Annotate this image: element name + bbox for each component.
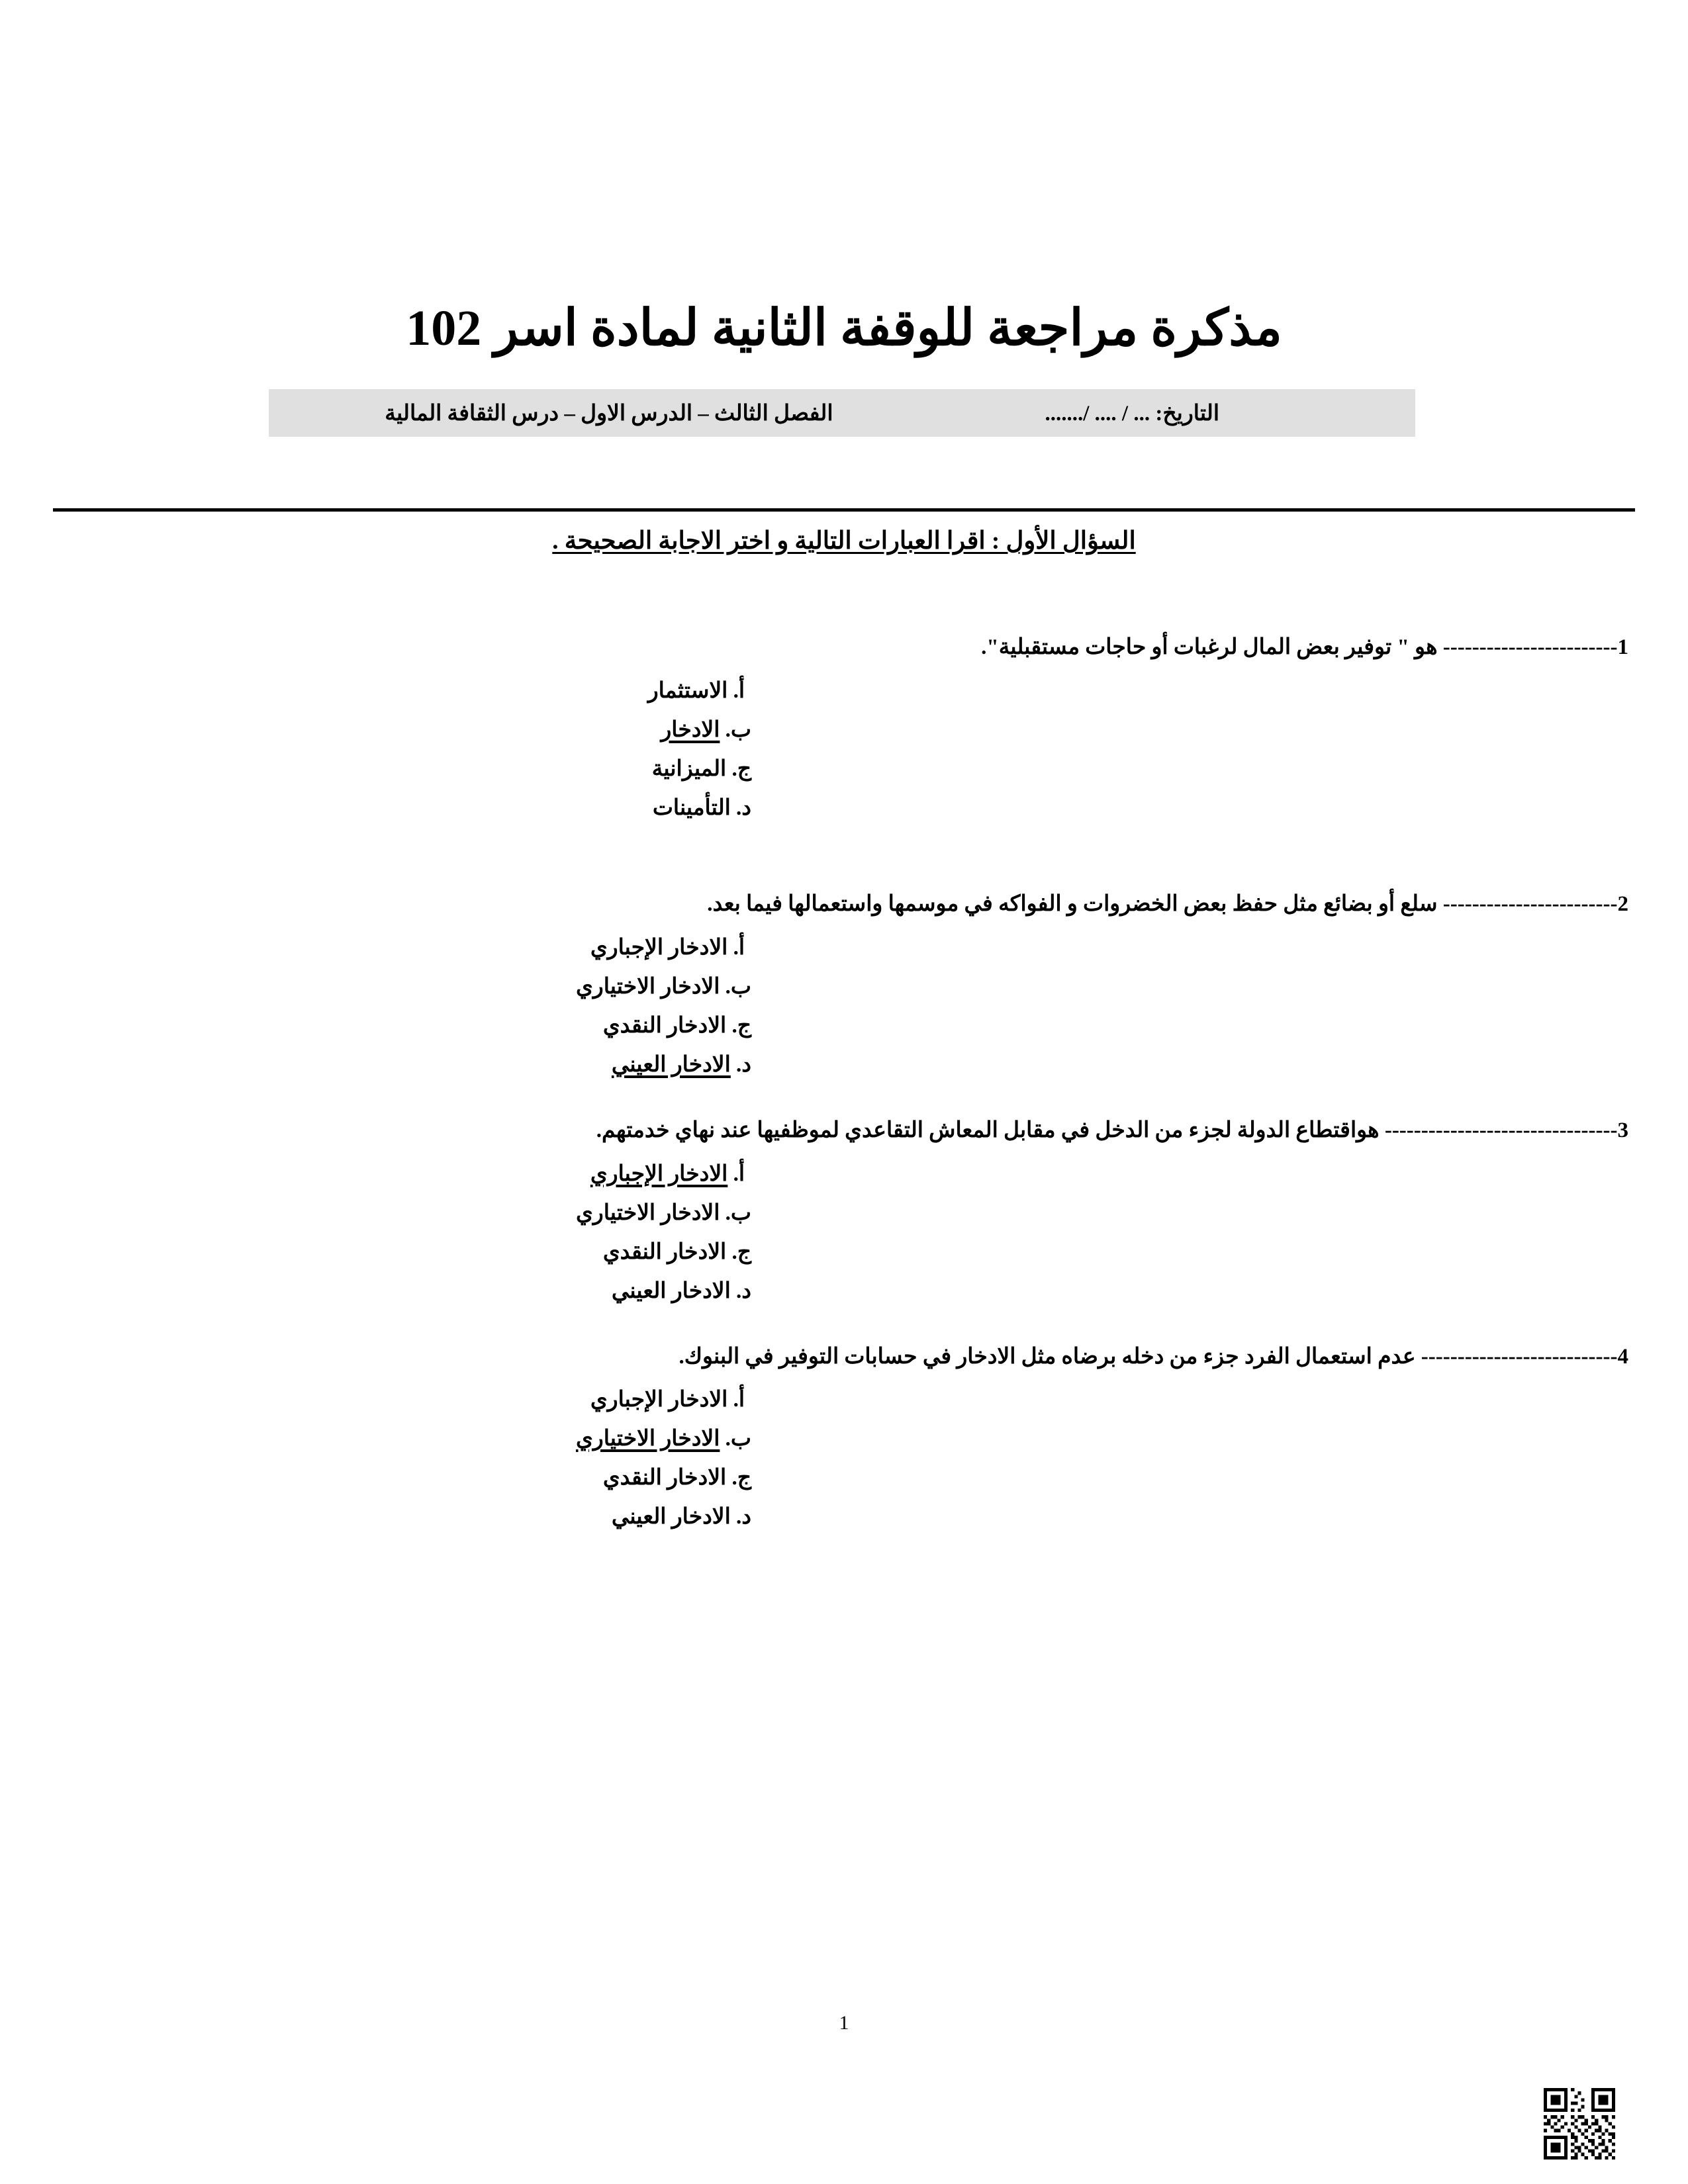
option-label: الادخار النقدي xyxy=(602,1240,727,1264)
option-label-correct: الادخار الإجباري xyxy=(590,1161,728,1186)
option-label: الادخار الاختياري xyxy=(575,974,720,999)
blank-dashes: ----------------------- xyxy=(1442,635,1611,659)
option-label: الادخار الإجباري xyxy=(590,1388,728,1412)
horizontal-divider xyxy=(53,508,1635,512)
question-stem xyxy=(245,1115,1635,1147)
qr-code-icon xyxy=(1544,2088,1615,2160)
lesson-title: الفصل الثالث – الدرس الاول – درس الثقافة المالية xyxy=(385,402,833,426)
option-item[interactable] xyxy=(245,750,1635,789)
question-number: 4- xyxy=(1610,1344,1628,1369)
option-key: د. xyxy=(736,1052,751,1077)
option-item[interactable] xyxy=(245,1155,1635,1194)
option-label: الادخار النقدي xyxy=(602,1013,727,1038)
page-title: مذكرة مراجعة للوقفة الثانية لمادة اسر 102 xyxy=(406,300,1282,356)
option-key: ب. xyxy=(725,974,751,999)
option-label: التأمينات xyxy=(652,796,731,820)
option-list xyxy=(245,1381,1635,1537)
option-item[interactable] xyxy=(245,672,1635,711)
option-item[interactable] xyxy=(245,789,1635,828)
option-item[interactable] xyxy=(245,1272,1635,1311)
spacer xyxy=(245,1095,1635,1103)
question-text: عدم استعمال الفرد جزء من دخله برضاه مثل الادخار في حسابات التوفير في البنوك. xyxy=(679,1344,1421,1369)
option-item[interactable] xyxy=(245,1194,1635,1233)
option-item[interactable] xyxy=(245,1498,1635,1537)
question-block xyxy=(245,632,1635,877)
question-number: 3- xyxy=(1610,1118,1628,1142)
question-number: 1- xyxy=(1610,635,1628,659)
option-item[interactable] xyxy=(245,1233,1635,1272)
option-key: أ. xyxy=(733,1388,745,1412)
option-key: أ. xyxy=(733,1161,745,1186)
option-item[interactable] xyxy=(245,1007,1635,1046)
option-label: الادخار النقدي xyxy=(602,1466,727,1490)
blank-dashes: -------------------------- xyxy=(1421,1344,1611,1369)
questions-list xyxy=(245,632,1635,1549)
question-text: هواقتطاع الدولة لجزء من الدخل في مقابل المعاش التقاعدي لموظفيها عند نهاي خدمتهم. xyxy=(596,1118,1385,1142)
option-key: د. xyxy=(736,1505,751,1529)
question-number: 2- xyxy=(1610,891,1628,916)
option-key: د. xyxy=(736,1279,751,1303)
option-list xyxy=(245,672,1635,828)
option-key: ب. xyxy=(725,1427,751,1451)
page-number: 1 xyxy=(839,2012,849,2034)
option-list xyxy=(245,1155,1635,1311)
option-key: أ. xyxy=(733,678,745,703)
option-item[interactable] xyxy=(245,968,1635,1007)
option-item[interactable] xyxy=(245,1459,1635,1498)
question-block xyxy=(245,1115,1635,1330)
option-key: ج. xyxy=(731,1466,751,1490)
option-label: الادخار العيني xyxy=(611,1505,731,1529)
option-label-correct: الادخار العيني xyxy=(611,1052,731,1077)
option-label-correct: الادخار الاختياري xyxy=(575,1427,720,1451)
question-stem xyxy=(245,632,1635,664)
option-label: الادخار الإجباري xyxy=(590,935,728,960)
option-key: أ. xyxy=(733,935,745,960)
question-text: سلع أو بضائع مثل حفظ بعض الخضروات و الفواكه في موسمها واستعمالها فيما بعد. xyxy=(707,891,1443,916)
option-label: الميزانية xyxy=(651,756,727,781)
option-label-correct: الادخار xyxy=(661,717,720,742)
option-item[interactable] xyxy=(245,1420,1635,1459)
option-item[interactable] xyxy=(245,1046,1635,1085)
blank-dashes: ----------------------- xyxy=(1442,891,1611,916)
header-band xyxy=(269,389,1415,437)
question-block xyxy=(245,889,1635,1103)
option-key: ب. xyxy=(725,717,751,742)
section-heading xyxy=(0,526,1688,555)
blank-dashes: ------------------------------- xyxy=(1384,1118,1611,1142)
option-key: ج. xyxy=(731,1013,751,1038)
option-list xyxy=(245,929,1635,1085)
question-block xyxy=(245,1342,1635,1537)
option-key: ج. xyxy=(731,756,751,781)
section-heading-text: السؤال الأول : اقرا العبارات التالية و اختر الاجابة الصحيحة . xyxy=(552,527,1136,555)
option-key: ب. xyxy=(725,1201,751,1225)
question-stem xyxy=(245,889,1635,921)
option-label: الاستثمار xyxy=(647,678,728,703)
date-field: التاريخ: ... / .... /....... xyxy=(1045,402,1219,426)
option-item[interactable] xyxy=(245,1381,1635,1420)
spacer xyxy=(245,839,1635,877)
option-item[interactable] xyxy=(245,929,1635,968)
option-key: ج. xyxy=(731,1240,751,1264)
option-item[interactable] xyxy=(245,711,1635,750)
question-text: هو " توفير بعض المال لرغبات أو حاجات مستقبلية". xyxy=(981,635,1443,659)
option-key: د. xyxy=(736,796,751,820)
option-label: الادخار الاختياري xyxy=(575,1201,720,1225)
header-band-inner xyxy=(269,400,1415,426)
question-stem xyxy=(245,1342,1635,1373)
option-label: الادخار العيني xyxy=(611,1279,731,1303)
spacer xyxy=(245,1322,1635,1330)
